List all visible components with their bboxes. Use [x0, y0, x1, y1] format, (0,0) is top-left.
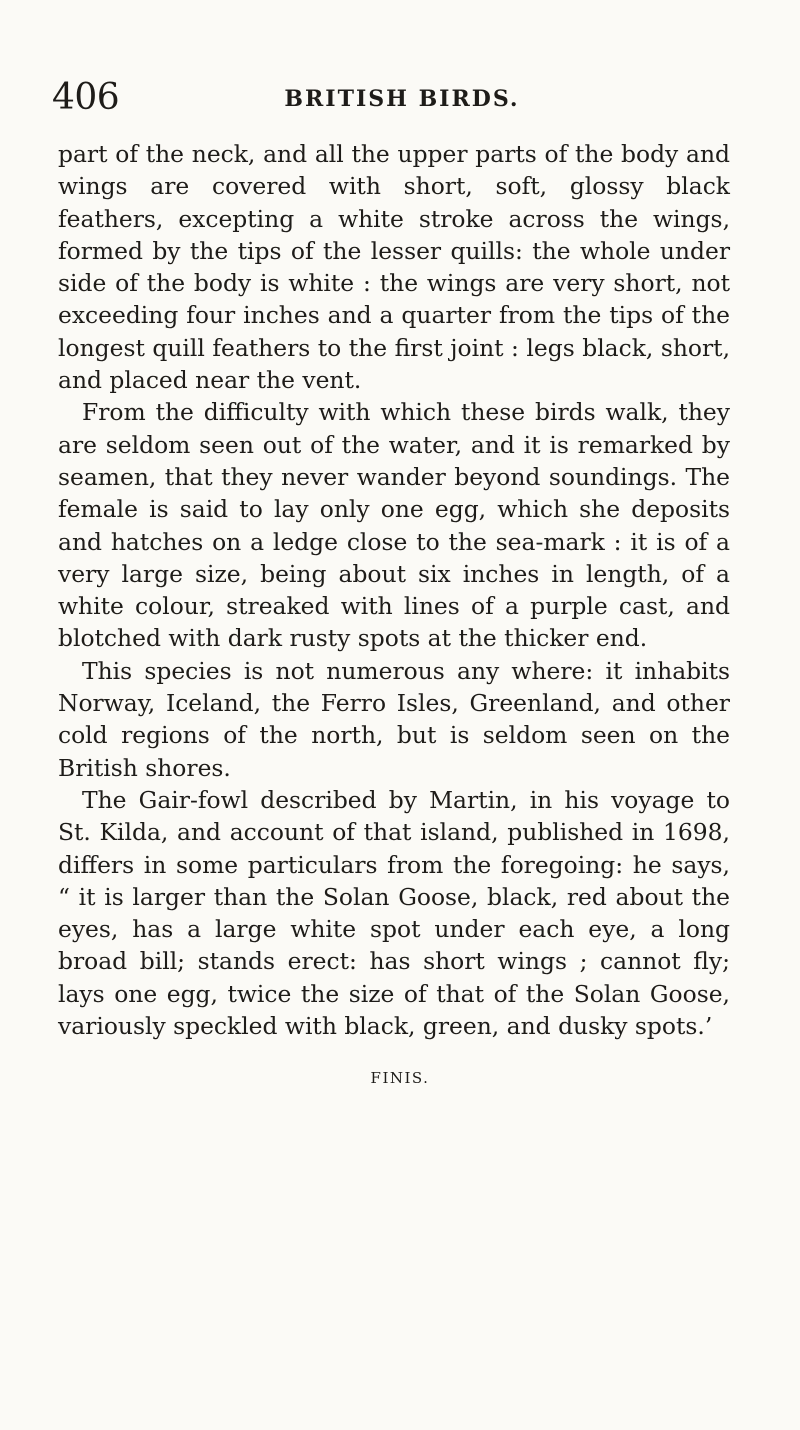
body-text [58, 138, 730, 1042]
paragraph-continued: part of the neck, and all the upper parts of the body and wings are covered with short, soft, glossy black feathers, excepting a white stroke across the wings, formed by the tips of the lesser quills: the whole under side of the body is white : the wings are very short, not exceeding four inches and a quarter from the tips of the longest quill feathers to the first joint : legs black, short, and placed near the vent. [58, 140, 730, 395]
paragraph: This species is not numerous any where: it inhabits Norway, Iceland, the Ferro Isles, Greenland, and other cold regions of the north, but is seldom seen on the British shores. [58, 656, 730, 782]
finis-mark: FINIS. [370, 1069, 430, 1087]
running-head [52, 76, 752, 120]
paragraph: From the difficulty with which these birds walk, they are seldom seen out of the water, and it is remarked by seamen, that they never wander beyond soundings. The female is said to lay only one egg, which she deposits and hatches on a ledge close to the sea-mark : it is of a very large size, being about six inches in length, of a white colour, streaked with lines of a purple cast, and blotched with dark rusty spots at the thicker end. [58, 398, 730, 653]
running-title: BRITISH BIRDS. [284, 86, 520, 112]
page-number: 406 [52, 77, 120, 118]
paragraph: The Gair-fowl described by Martin, in his voyage to St. Kilda, and account of that island, published in 1698, differs in some particulars from the foregoing: he says, “ it is larger than the Solan Goose, black, red about the eyes, has a large white spot under each eye, a long broad bill; stands erect: has short wings ; cannot fly; lays one egg, twice the size of that of the Solan Goose, variously speckled with black, green, and dusky spots.’ [58, 785, 730, 1041]
